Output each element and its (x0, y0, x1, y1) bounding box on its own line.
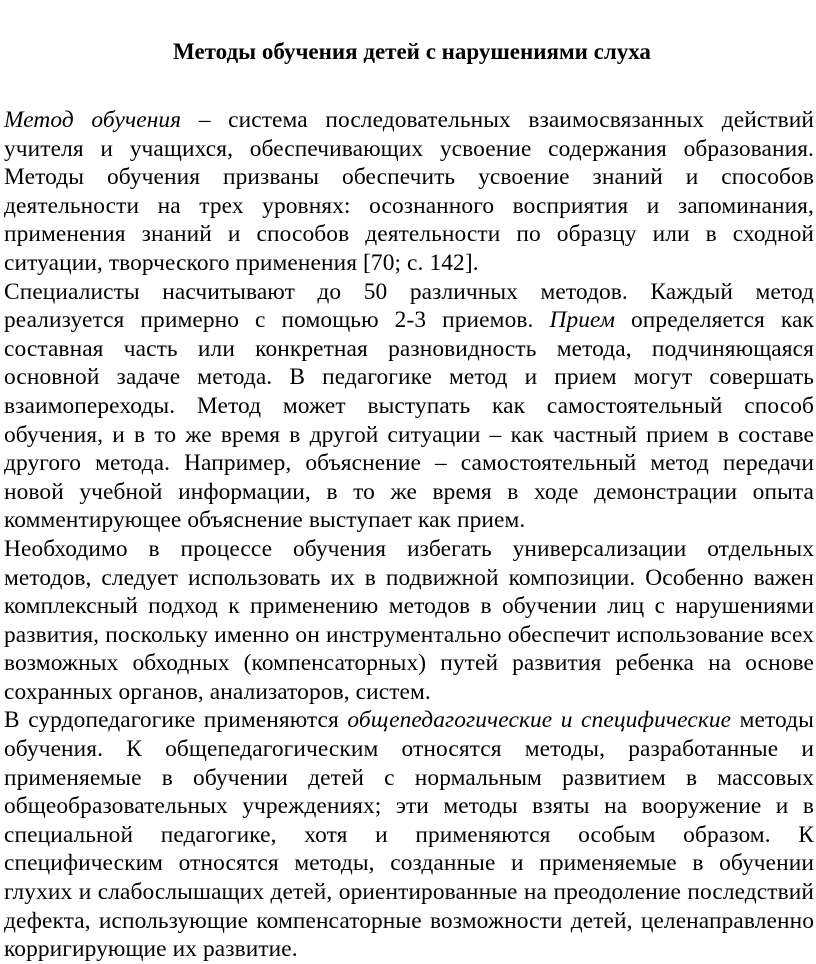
term-method-types: общепедагогические и специфические (347, 707, 732, 734)
term-method: Метод обучения (4, 107, 182, 133)
paragraph-complex-approach (4, 535, 814, 707)
paragraph-text: определяется как составная часть или конкретная разновидность метода, подчиняющаяся основной задаче метода. В педагогике метод и прием могут совершать взаимопереходы. Метод может выступать как самостоятельный способ обучения, и в то же время в другой ситуации – как частный прием в составе другого метода. Например, объяснение – самостоятельный метод передачи новой учебной информации, в то же время в ходе демонстрации опыта комментирующее объяснение выступает как прием. (4, 307, 814, 534)
document-body (4, 106, 814, 964)
paragraph-text: – система последовательных взаимосвязанных действий учителя и учащихся, обеспечивающих усвоение содержания образования. Методы обучения призваны обеспечить усвоение знаний и способов деятельности на трех уровнях: осознанного восприятия и запоминания, применения знаний и способов деятельности по образцу или в сходной ситуации, творческого применения [70; с. 142]. (4, 107, 814, 276)
document-page (4, 0, 814, 963)
paragraph-text: методы обучения. К общепедагогическим относятся методы, разработанные и применяемые в обучении детей с нормальным развитием в массовых общеобразовательных учреждениях; эти методы взяты на вооружение и в специальной педагогике, хотя и применяются особым образом. К специфическим относятся методы, созданные и применяемые в обучении глухих и слабослышащих детей, ориентированные на преодоление последствий дефекта, использующие компенсаторные возможности детей, целенаправленно корригирующие их развитие. (4, 707, 814, 963)
paragraph-method-types (4, 706, 814, 963)
page-title: Методы обучения детей с нарушениями слуха (173, 39, 651, 64)
paragraph-method-definition (4, 106, 814, 278)
paragraph-text: Специалисты насчитывают до 50 различных методов. Каждый метод реализуется примерно с помощью 2-3 приемов. (4, 278, 814, 334)
term-technique: Прием (549, 307, 615, 334)
paragraph-text: Необходимо в процессе обучения избегать универсализации отдельных методов, следует использовать их в подвижной композиции. Особенно важен комплексный подход к применению методов в обучении лиц с нарушениями развития, поскольку именно он инструментально обеспечит использование всех возможных обходных (компенсаторных) путей развития ребенка на основе сохранных органов, анализаторов, систем. (4, 535, 814, 705)
paragraph-text: В сурдопедагогике применяются (4, 707, 348, 734)
paragraph-techniques (4, 278, 814, 535)
